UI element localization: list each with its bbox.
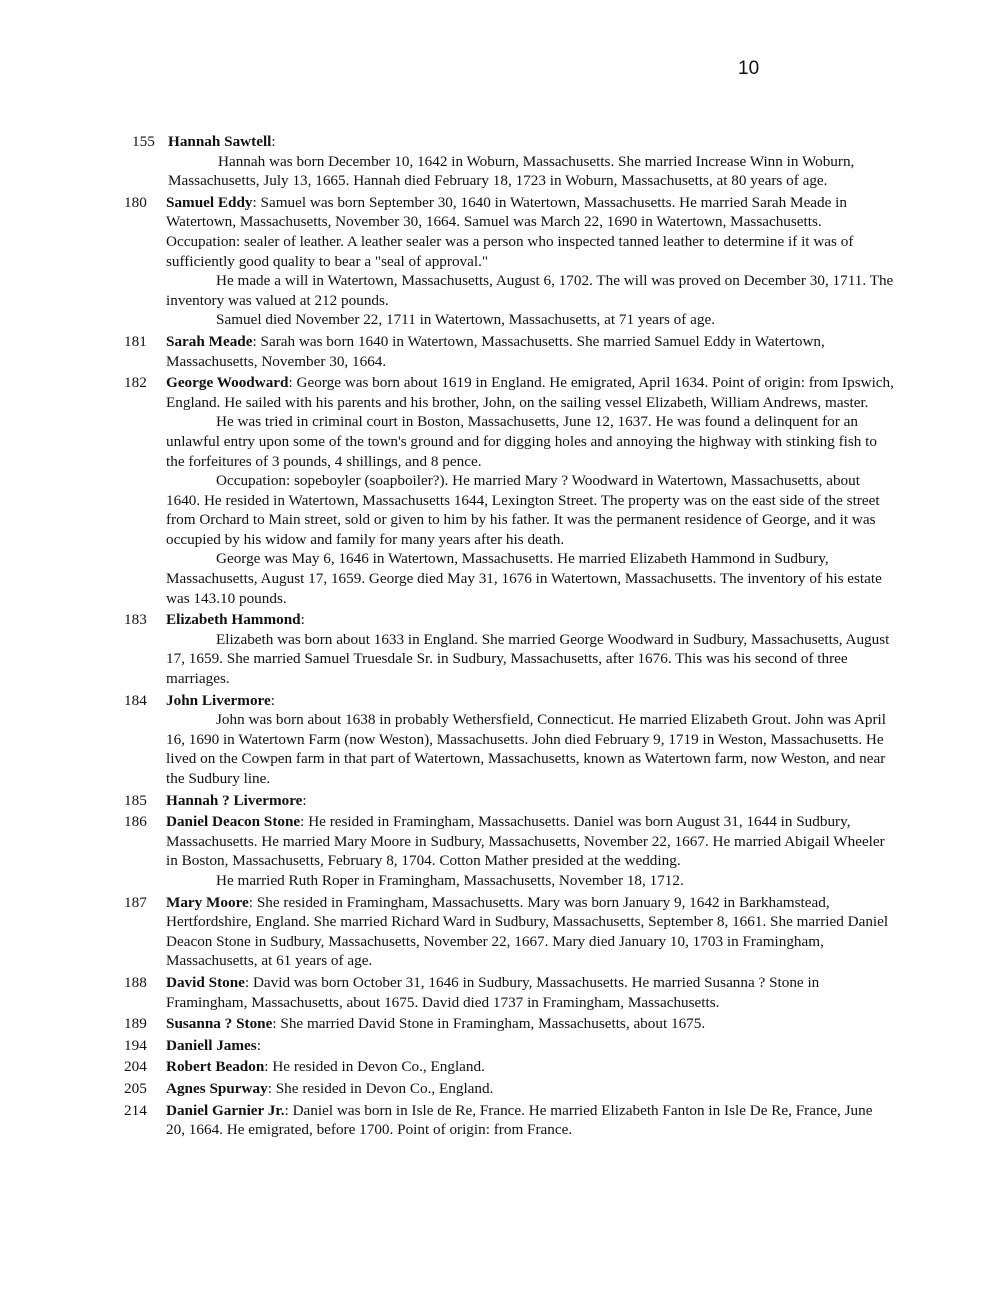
- entry-204: 204 Robert Beadon: He resided in Devon Co., England.: [124, 1058, 485, 1076]
- entry-184: 184 John Livermore: John was born about 1638 in probably Wethersfield, Connecticut. He married Elizabeth Grout. John was April 16, 1690 in Watertown Farm (now Weston), Massachusetts. John died February 9, 1719 in Weston, Massachusetts. He lived on the Cowpen farm in that part of Watertown, Massachusetts, known as Watertown farm, now Weston, and near the Sudbury line.: [124, 691, 894, 789]
- entry-lead-text: She resided in Framingham, Massachusetts. Mary was born January 9, 1642 in Barkhamstead, Hertfordshire, England. She married Richard Ward in Sudbury, Massachusetts, September 8, 1661. She married Daniel Deacon Stone in Sudbury, Massachusetts, November 22, 1667. Mary died January 10, 1703 in Framingham, Massachusetts, at 61 years of age.: [166, 893, 889, 970]
- entry-number: 205: [124, 1079, 147, 1097]
- entry-185: 185 Hannah ? Livermore:: [124, 791, 307, 809]
- entry-number: 186: [124, 813, 147, 831]
- entry-name: Mary Moore: [166, 893, 249, 911]
- entry-181: 181 Sarah Meade: Sarah was born 1640 in Watertown, Massachusetts. She married Samuel Eddy in Watertown, Massachusetts, November 30, 1664.: [124, 332, 825, 370]
- entry-paragraph: George was May 6, 1646 in Watertown, Massachusetts. He married Elizabeth Hammond in Sudbury, Massachusetts, August 17, 1659. George died May 31, 1676 in Watertown, Massachusetts. The inventory of his estate was 143.10 pounds.: [166, 550, 882, 607]
- entry-number: 189: [124, 1015, 147, 1033]
- entry-name: Daniell James: [166, 1036, 257, 1054]
- entry-180: 180 Samuel Eddy: Samuel was born September 30, 1640 in Watertown, Massachusetts. He married Sarah Meade in Watertown, Massachusetts, November 30, 1664. Samuel was March 22, 1690 in Watertown, Massachusetts. Occupation: sealer of leather. A leather sealer was a person who inspected tanned leather to determine if it was of sufficiently good quality to bear a "seal of approval." He made a will in Watertown, Massachusetts, August 6, 1702. The will was proved on December 30, 1711. The inventory was valued at 212 pounds. Samuel died November 22, 1711 in Watertown, Massachusetts, at 71 years of age.: [124, 193, 894, 329]
- entry-paragraph: Hannah was born December 10, 1642 in Woburn, Massachusetts. She married Increase Winn in Woburn, Massachusetts, July 13, 1665. Hannah died February 18, 1723 in Woburn, Massachusetts, at 80 years of age.: [168, 152, 855, 190]
- entry-name: Daniel Garnier Jr.: [166, 1101, 285, 1119]
- entry-paragraph: He made a will in Watertown, Massachusetts, August 6, 1702. The will was proved on December 30, 1711. The inventory was valued at 212 pounds.: [166, 272, 894, 309]
- entry-paragraph: Samuel died November 22, 1711 in Watertown, Massachusetts, at 71 years of age.: [216, 311, 715, 329]
- entry-214: 214 Daniel Garnier Jr.: Daniel was born in Isle de Re, France. He married Elizabeth Fanton in Isle De Re, France, June 20, 1664. He emigrated, before 1700. Point of origin: from France.: [124, 1101, 873, 1139]
- entry-name: Hannah Sawtell: [168, 133, 272, 150]
- entry-number: 182: [124, 374, 147, 392]
- entry-lead-text: He resided in Framingham, Massachusetts. Daniel was born August 31, 1644 in Sudbury, Massachusetts. He married Mary Moore in Sudbury, Massachusetts, November 22, 1667. He married Abigail Wheeler in Boston, Massachusetts, February 8, 1704. Cotton Mather presided at the wedding.: [166, 813, 885, 870]
- entry-name: Agnes Spurway: [166, 1079, 268, 1097]
- entry-name: Hannah ? Livermore: [166, 791, 303, 809]
- entry-number: 204: [124, 1058, 147, 1076]
- entry-name: Susanna ? Stone: [166, 1015, 273, 1033]
- entry-name: David Stone: [166, 973, 245, 991]
- entry-186: 186 Daniel Deacon Stone: He resided in Framingham, Massachusetts. Daniel was born August 31, 1644 in Sudbury, Massachusetts. He married Mary Moore in Sudbury, Massachusetts, November 22, 1667. He married Abigail Wheeler in Boston, Massachusetts, February 8, 1704. Cotton Mather presided at the wedding. He married Ruth Roper in Framingham, Massachusetts, November 18, 1712.: [124, 812, 894, 890]
- entry-182: 182 George Woodward: George was born about 1619 in England. He emigrated, April 1634. Point of origin: from Ipswich, England. He sailed with his parents and his brother, John, on the sailing vessel Elizabeth, William Andrews, master. He was tried in criminal court in Boston, Massachusetts, June 12, 1637. He was found a delinquent for an unlawful entry upon some of the town's ground and for digging holes and annoying the highway with stinking fish to the forfeitures of 3 pounds, 4 shillings, and 8 pence. Occupation: sopeboyler (soapboiler?). He married Mary ? Woodward in Watertown, Massachusetts, about 1640. He resided in Watertown, Massachusetts 1644, Lexington Street. The property was on the east side of the street from Orchard to Main street, sold or given to him by his father. It was the permanent residence of George, and it was occupied by his widow and family for many years after his death. George was May 6, 1646 in Watertown, Massachusetts. He married Elizabeth Hammond in Sudbury, Massachusetts, August 17, 1659. George died May 31, 1676 in Watertown, Massachusetts. The inventory of his estate was 143.10 pounds.: [124, 374, 894, 607]
- entry-paragraph: He married Ruth Roper in Framingham, Massachusetts, November 18, 1712.: [216, 871, 684, 889]
- entry-paragraph: Occupation: sopeboyler (soapboiler?). He married Mary ? Woodward in Watertown, Massachusetts, about 1640. He resided in Watertown, Massachusetts 1644, Lexington Street. The property was on the east side of the street from Orchard to Main street, sold or given to him by his father. It was the permanent residence of George, and it was occupied by his widow and family for many years after his death.: [166, 472, 880, 548]
- entry-lead-text: She married David Stone in Framingham, Massachusetts, about 1675.: [276, 1015, 706, 1033]
- entry-lead-text: He resided in Devon Co., England.: [268, 1058, 485, 1076]
- entry-183: 183 Elizabeth Hammond: Elizabeth was born about 1633 in England. She married George Woodward in Sudbury, Massachusetts, August 17, 1659. She married Samuel Truesdale Sr. in Sudbury, Massachusetts, after 1676. This was his second of three marriages.: [124, 610, 894, 688]
- entry-188: 188 David Stone: David was born October 31, 1646 in Sudbury, Massachusetts. He married Susanna ? Stone in Framingham, Massachusetts, about 1675. David died 1737 in Framingham, Massachusetts.: [124, 973, 820, 1011]
- entry-number: 155: [132, 133, 155, 150]
- entry-number: 184: [124, 691, 147, 709]
- entry-number: 180: [124, 193, 147, 211]
- entry-paragraph: Elizabeth was born about 1633 in England. She married George Woodward in Sudbury, Massachusetts, August 17, 1659. She married Samuel Truesdale Sr. in Sudbury, Massachusetts, after 1676. This was his second of three marriages.: [166, 630, 890, 688]
- entry-name: George Woodward: [166, 374, 289, 392]
- entry-lead-text: Sarah was born 1640 in Watertown, Massachusetts. She married Samuel Eddy in Watertown, Massachusetts, November 30, 1664.: [166, 332, 825, 370]
- entry-lead-text: She resided in Devon Co., England.: [271, 1079, 494, 1097]
- entry-paragraph: John was born about 1638 in probably Wethersfield, Connecticut. He married Elizabeth Grout. John was April 16, 1690 in Watertown Farm (now Weston), Massachusetts. John died February 9, 1719 in Weston, Massachusetts. He lived on the Cowpen farm in that part of Watertown, Massachusetts, known as Watertown farm, now Weston, and near the Sudbury line.: [166, 711, 886, 787]
- entry-number: 214: [124, 1101, 147, 1119]
- entry-155: 155 Hannah Sawtell: Hannah was born December 10, 1642 in Woburn, Massachusetts. She married Increase Winn in Woburn, Massachusetts, July 13, 1665. Hannah died February 18, 1723 in Woburn, Massachusetts, at 80 years of age.: [124, 132, 894, 191]
- entry-name: Daniel Deacon Stone: [166, 813, 301, 831]
- page-number: 10: [738, 58, 760, 79]
- entry-name: Samuel Eddy: [166, 193, 253, 211]
- entry-lead-text: Daniel was born in Isle de Re, France. He married Elizabeth Fanton in Isle De Re, France, June 20, 1664. He emigrated, before 1700. Point of origin: from France.: [166, 1101, 873, 1139]
- entry-lead-text: David was born October 31, 1646 in Sudbury, Massachusetts. He married Susanna ? Stone in Framingham, Massachusetts, about 1675. David died 1737 in Framingham, Massachusetts.: [166, 973, 820, 1011]
- entry-name: John Livermore: [166, 691, 271, 709]
- entry-187: 187 Mary Moore: She resided in Framingham, Massachusetts. Mary was born January 9, 1642 in Barkhamstead, Hertfordshire, England. She married Richard Ward in Sudbury, Massachusetts, September 8, 1661. She married Daniel Deacon Stone in Sudbury, Massachusetts, November 22, 1667. Mary died January 10, 1703 in Framingham, Massachusetts, at 61 years of age.: [124, 893, 889, 970]
- entry-lead-text: George was born about 1619 in England. He emigrated, April 1634. Point of origin: from Ipswich, England. He sailed with his parents and his brother, John, on the sailing vessel Elizabeth, William Andrews, master.: [166, 374, 894, 411]
- entry-name: Robert Beadon: [166, 1058, 265, 1076]
- entry-194: 194 Daniell James:: [124, 1036, 261, 1054]
- entry-lead-text: Samuel was born September 30, 1640 in Watertown, Massachusetts. He married Sarah Meade in Watertown, Massachusetts, November 30, 1664. Samuel was March 22, 1690 in Watertown, Massachusetts. Occupation: sealer of leather. A leather sealer was a person who inspected tanned leather to determine if it was of sufficiently good quality to bear a "seal of approval.": [166, 193, 854, 270]
- entry-paragraph: He was tried in criminal court in Boston, Massachusetts, June 12, 1637. He was found a delinquent for an unlawful entry upon some of the town's ground and for digging holes and annoying the highway with stinking fish to the forfeitures of 3 pounds, 4 shillings, and 8 pence.: [166, 413, 877, 470]
- genealogy-entries: [124, 132, 894, 1142]
- entry-name: Sarah Meade: [166, 332, 253, 350]
- entry-name: Elizabeth Hammond: [166, 611, 301, 629]
- entry-number: 187: [124, 893, 147, 911]
- entry-number: 194: [124, 1036, 147, 1054]
- entry-number: 188: [124, 973, 147, 991]
- entry-205: 205 Agnes Spurway: She resided in Devon Co., England.: [124, 1079, 494, 1097]
- entry-number: 183: [124, 611, 147, 629]
- entry-189: 189 Susanna ? Stone: She married David Stone in Framingham, Massachusetts, about 1675.: [124, 1015, 706, 1033]
- entry-number: 181: [124, 332, 147, 350]
- entry-number: 185: [124, 791, 147, 809]
